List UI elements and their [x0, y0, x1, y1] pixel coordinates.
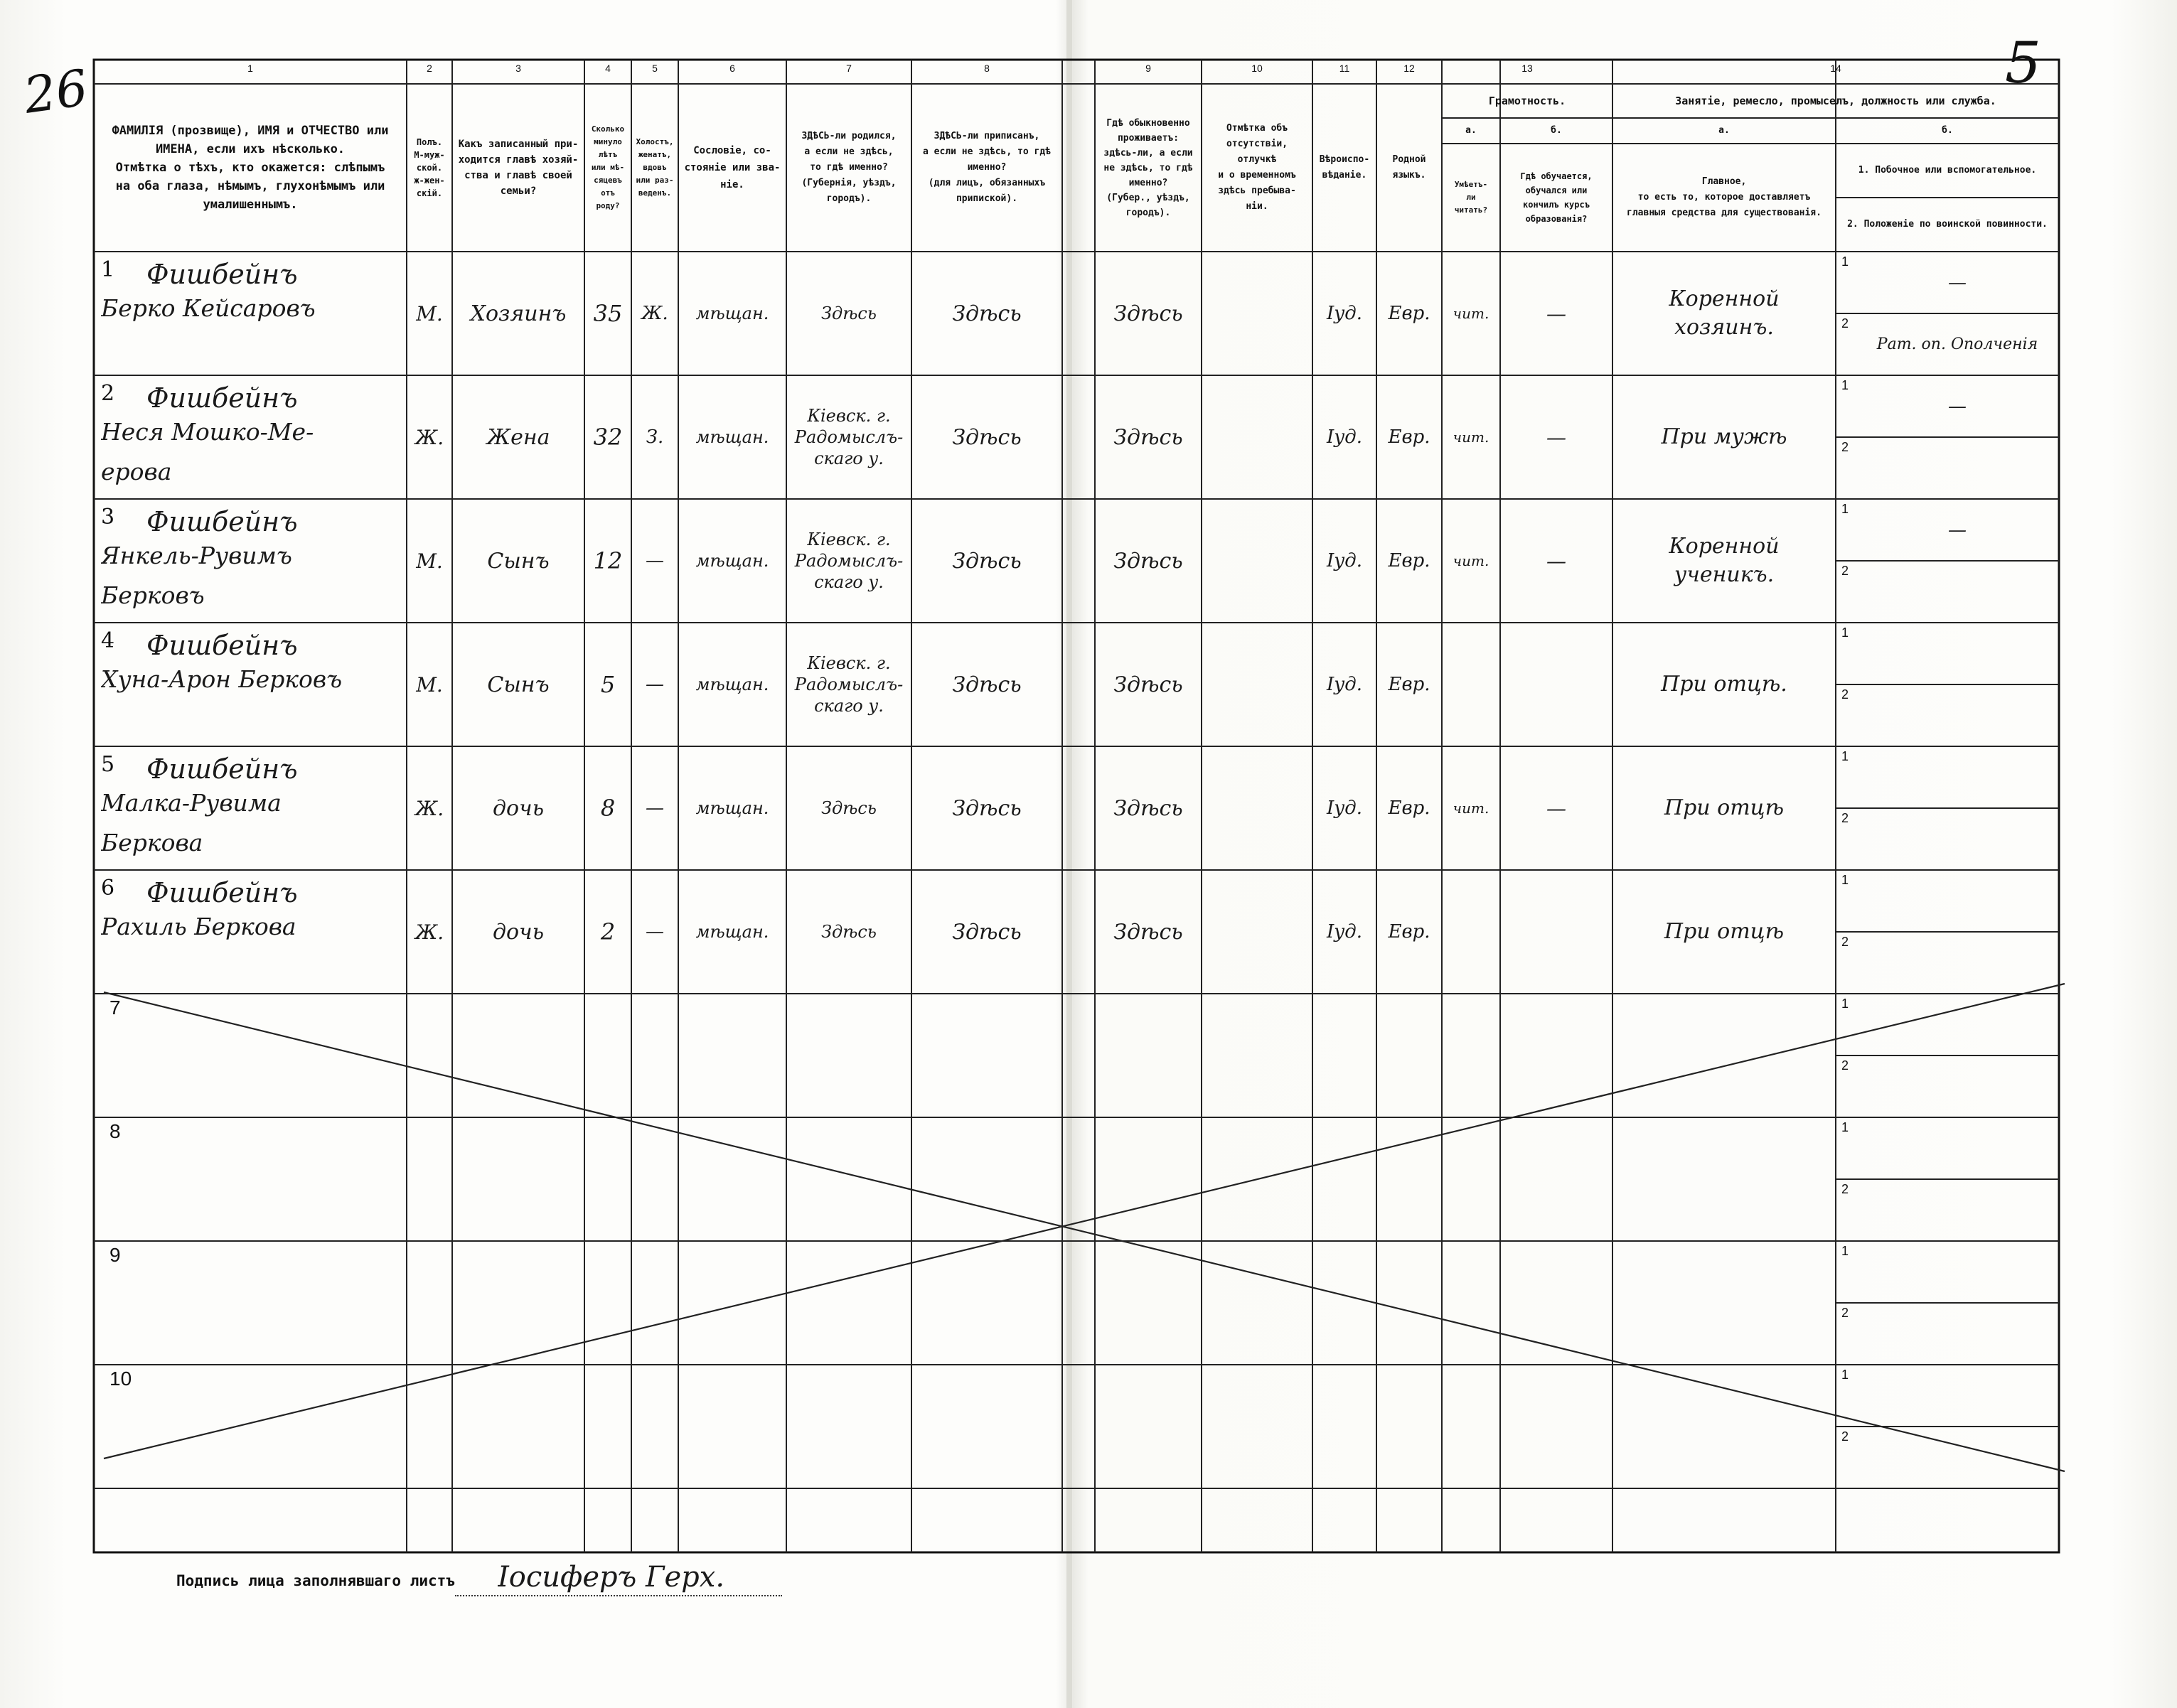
row-number: 10: [109, 1368, 132, 1390]
surname: Фишбейнъ: [146, 630, 298, 661]
residence: Здѣсь: [1113, 672, 1183, 697]
header-relation: Какъ записанный при- ходится главѣ хозяй- ства и главѣ своей семьи?: [458, 139, 579, 197]
registration-place: Здѣсь: [952, 795, 1022, 821]
corner-number-left: 26: [20, 58, 92, 125]
military-status: Рат. оп. Ополченія: [1876, 335, 2038, 353]
birthplace: Кіевск. г. Радомыслъ-скаго у.: [794, 530, 904, 592]
estate: мѣщан.: [695, 304, 769, 323]
birthplace: Здѣсь: [821, 798, 877, 818]
given-names: Янкель-Рувимъ: [101, 542, 292, 569]
birthplace: Здѣсь: [821, 922, 877, 942]
colnum-5: 5: [652, 63, 658, 74]
header-estate: Сословіе, со- стояніе или зва- ніе.: [684, 145, 781, 190]
estate: мѣщан.: [695, 798, 769, 818]
sex: Ж.: [414, 920, 444, 944]
main-occupation: При отцѣ: [1664, 795, 1785, 820]
secondary-occupation: [1856, 746, 2059, 808]
religion: Іуд.: [1326, 921, 1363, 942]
religion: Іуд.: [1326, 550, 1363, 571]
colnum-8: 8: [984, 63, 990, 74]
native-language: Евр.: [1388, 426, 1430, 448]
sub-label-2: 2: [1841, 811, 1849, 825]
education: [1500, 870, 1612, 994]
colnum-7: 7: [846, 63, 852, 74]
given-names-cont: Берковъ: [101, 581, 205, 609]
sub-label-1: 1: [1841, 749, 1849, 763]
marital-status: З.: [646, 426, 664, 448]
given-names: Рахиль Беркова: [101, 913, 296, 940]
native-language: Евр.: [1388, 303, 1430, 324]
relation: Жена: [486, 424, 550, 450]
secondary-occupation: —: [1948, 395, 1967, 417]
religion: Іуд.: [1326, 797, 1363, 819]
estate: мѣщан.: [695, 675, 769, 694]
sex: М.: [416, 549, 443, 573]
sub-label-1: 1: [1841, 502, 1849, 516]
surname: Фишбейнъ: [146, 382, 298, 414]
main-occupation: Коренной хозяинъ.: [1669, 286, 1780, 340]
secondary-occupation: [1856, 623, 2059, 684]
age: 2: [600, 918, 616, 945]
sub-label-2: 2: [1841, 1429, 1849, 1444]
header-residence: Гдѣ обыкновенно проживаетъ: здѣсь-ли, а если не здѣсь, то гдѣ именно? (Губер., уѣздъ, городъ).: [1103, 117, 1193, 218]
birthplace: Кіевск. г. Радомыслъ-скаго у.: [794, 653, 904, 716]
sub-label-2: 2: [1841, 935, 1849, 949]
secondary-occupation: —: [1948, 519, 1967, 541]
colnum-12: 12: [1403, 63, 1415, 74]
registration-place: Здѣсь: [952, 919, 1022, 945]
residence: Здѣсь: [1113, 919, 1183, 945]
native-language: Евр.: [1388, 921, 1430, 942]
age: 12: [593, 547, 623, 574]
sex: Ж.: [414, 425, 444, 449]
education: —: [1546, 549, 1566, 573]
header-literacy-a-label: а.: [1465, 125, 1477, 136]
relation: Сынъ: [487, 548, 550, 574]
can-read: чит.: [1453, 429, 1489, 446]
surname: Фишбейнъ: [146, 753, 298, 785]
native-language: Евр.: [1388, 550, 1430, 571]
sub-label-1: 1: [1841, 1120, 1849, 1134]
can-read: [1442, 623, 1500, 746]
colnum-6: 6: [729, 63, 735, 74]
given-names: Берко Кейсаровъ: [101, 294, 316, 322]
registration-place: Здѣсь: [952, 424, 1022, 450]
header-education: Гдѣ обучается, обучался или кончилъ курсъ образованія?: [1520, 171, 1593, 224]
given-names-cont: [101, 952, 405, 989]
birthplace: Здѣсь: [821, 304, 877, 323]
surname: Фишбейнъ: [146, 506, 298, 537]
sub-label-2: 2: [1841, 1058, 1849, 1073]
sex: Ж.: [414, 796, 444, 820]
religion: Іуд.: [1326, 426, 1363, 448]
education: —: [1546, 425, 1566, 449]
header-sex: Полъ. М-муж- ской. ж-жен- скій.: [414, 137, 445, 198]
cross-out-line-2: [104, 984, 2065, 1459]
colnum-1: 1: [247, 63, 253, 74]
surname: Фишбейнъ: [146, 877, 298, 908]
header-literacy: Грамотность.: [1488, 95, 1566, 107]
colnum-2: 2: [427, 63, 432, 74]
sex: М.: [416, 672, 443, 697]
header-age: Сколько минуло лѣтъ или мѣ- сяцевъ отъ роду?: [591, 124, 625, 210]
row-number: 6: [101, 876, 115, 901]
marital-status: —: [646, 797, 664, 819]
given-names-cont: [101, 705, 405, 742]
sub-label-2: 2: [1841, 687, 1849, 702]
given-names: Хуна-Арон Берковъ: [101, 665, 343, 693]
relation: Сынъ: [487, 672, 550, 697]
age: 5: [600, 671, 616, 698]
registration-place: Здѣсь: [952, 672, 1022, 697]
military-status: [1856, 561, 2059, 623]
sub-label-2: 2: [1841, 1306, 1849, 1320]
secondary-occupation: —: [1948, 272, 1967, 294]
residence: Здѣсь: [1113, 548, 1183, 574]
military-status: [1856, 932, 2059, 994]
given-names-cont: Беркова: [101, 829, 203, 856]
colnum-4: 4: [605, 63, 611, 74]
marital-status: —: [646, 674, 664, 695]
marital-status: —: [646, 921, 664, 942]
main-occupation: При отцѣ.: [1661, 672, 1787, 697]
main-occupation: При отцѣ: [1664, 919, 1785, 944]
relation: дочь: [492, 795, 545, 821]
row-number: 9: [109, 1244, 121, 1266]
sub-label-2: 2: [1841, 440, 1849, 454]
header-can-read: Умѣетъ- ли читать?: [1454, 180, 1488, 215]
row-number: 4: [101, 628, 115, 653]
registration-place: Здѣсь: [952, 548, 1022, 574]
sub-label-1: 1: [1841, 1368, 1849, 1382]
residence: Здѣсь: [1113, 424, 1183, 450]
relation: Хозяинъ: [470, 301, 567, 326]
sub-label-1: 1: [1841, 625, 1849, 640]
birthplace: Кіевск. г. Радомыслъ-скаго у.: [794, 406, 904, 468]
religion: Іуд.: [1326, 303, 1363, 324]
header-marital: Холостъ, женатъ, вдовъ или раз- веденъ.: [636, 137, 674, 198]
estate: мѣщан.: [695, 427, 769, 447]
sub-label-1: 1: [1841, 997, 1849, 1011]
header-occupation: Занятіе, ремесло, промыселъ, должность или служба.: [1675, 95, 1996, 107]
estate: мѣщан.: [695, 922, 769, 942]
header-name: ФАМИЛІЯ (прозвище), ИМЯ и ОТЧЕСТВО или ИМЕНА, если ихъ нѣсколько. Отмѣтка о тѣхъ, кто окажется: слѣпымъ на оба глаза, нѣмымъ, глухонѣмымъ или умалишеннымъ.: [112, 124, 389, 212]
header-registered: ЗДѢСЬ-ли приписанъ, а если не здѣсь, то гдѣ именно? (для лицъ, обязанныхъ припиской).: [922, 131, 1051, 204]
can-read: чит.: [1453, 552, 1489, 569]
colnum-11: 11: [1339, 63, 1350, 74]
colnum-13: 13: [1521, 63, 1533, 74]
colnum-10: 10: [1251, 63, 1263, 74]
sex: М.: [416, 301, 443, 326]
header-birthplace: ЗДѢСЬ-ли родился, а если не здѣсь, то гдѣ именно? (Губернія, уѣздъ, городъ).: [801, 131, 897, 204]
header-religion: Вѣроиспо- вѣданіе.: [1319, 154, 1370, 181]
given-names: Малка-Рувима: [101, 789, 282, 817]
header-occupation-b-label: б.: [1942, 125, 1953, 136]
header-secondary-occupation: 1. Побочное или вспомогательное.: [1858, 165, 2037, 176]
header-literacy-b-label: б.: [1551, 125, 1562, 136]
age: 35: [593, 300, 623, 327]
military-status: [1856, 437, 2059, 499]
sub-label-2: 2: [1841, 564, 1849, 578]
row-number: 2: [101, 381, 115, 406]
sub-label-1: 1: [1841, 873, 1849, 887]
sub-label-1: 1: [1841, 1244, 1849, 1258]
colnum-3: 3: [515, 63, 521, 74]
sub-label-1: 1: [1841, 378, 1849, 392]
secondary-occupation: [1856, 870, 2059, 932]
marital-status: Ж.: [641, 303, 668, 324]
military-status: [1856, 684, 2059, 746]
footer-label: Подпись лица заполнявшаго листъ: [176, 1572, 455, 1589]
relation: дочь: [492, 919, 545, 945]
residence: Здѣсь: [1113, 301, 1183, 326]
education: [1500, 623, 1612, 746]
header-absence: Отмѣтка объ отсутствіи, отлучкѣ и о временномъ здѣсь пребыва- ніи.: [1218, 123, 1296, 212]
age: 8: [600, 795, 616, 822]
given-names-cont: [101, 334, 405, 371]
corner-number-right: 5: [2005, 30, 2041, 96]
surname: Фишбейнъ: [146, 259, 298, 290]
row-number: 8: [109, 1120, 121, 1142]
row-number: 1: [101, 257, 115, 282]
registration-place: Здѣсь: [952, 301, 1022, 326]
can-read: [1442, 870, 1500, 994]
header-military-status: 2. Положеніе по воинской повинности.: [1847, 219, 2048, 230]
header-occupation-a-label: а.: [1718, 125, 1730, 136]
native-language: Евр.: [1388, 674, 1430, 695]
native-language: Евр.: [1388, 797, 1430, 819]
can-read: чит.: [1453, 800, 1489, 817]
cross-out-line-1: [104, 992, 2065, 1471]
row-number: 3: [101, 505, 115, 530]
given-names-cont: ерова: [101, 458, 172, 485]
signature: Іосиферъ Герх.: [498, 1561, 725, 1594]
military-status: [1856, 808, 2059, 870]
colnum-9: 9: [1145, 63, 1151, 74]
sub-label-2: 2: [1841, 316, 1849, 331]
marital-status: —: [646, 550, 664, 571]
row-number: 7: [109, 997, 121, 1019]
row-number: 5: [101, 752, 115, 777]
estate: мѣщан.: [695, 551, 769, 571]
main-occupation: При мужѣ: [1661, 424, 1787, 449]
residence: Здѣсь: [1113, 795, 1183, 821]
sub-label-1: 1: [1841, 254, 1849, 269]
religion: Іуд.: [1326, 674, 1363, 695]
can-read: чит.: [1453, 305, 1489, 322]
main-occupation: Коренной ученикъ.: [1669, 534, 1780, 587]
education: —: [1546, 301, 1566, 326]
age: 32: [593, 424, 623, 451]
header-main-occupation: Главное, то есть то, которое доставляетъ главныя средства для существованія.: [1627, 176, 1822, 218]
given-names: Неся Мошко-Ме-: [101, 418, 314, 446]
education: —: [1546, 796, 1566, 820]
sub-label-2: 2: [1841, 1182, 1849, 1196]
header-language: Родной языкъ.: [1392, 154, 1426, 181]
colnum-14: 14: [1830, 63, 1841, 74]
